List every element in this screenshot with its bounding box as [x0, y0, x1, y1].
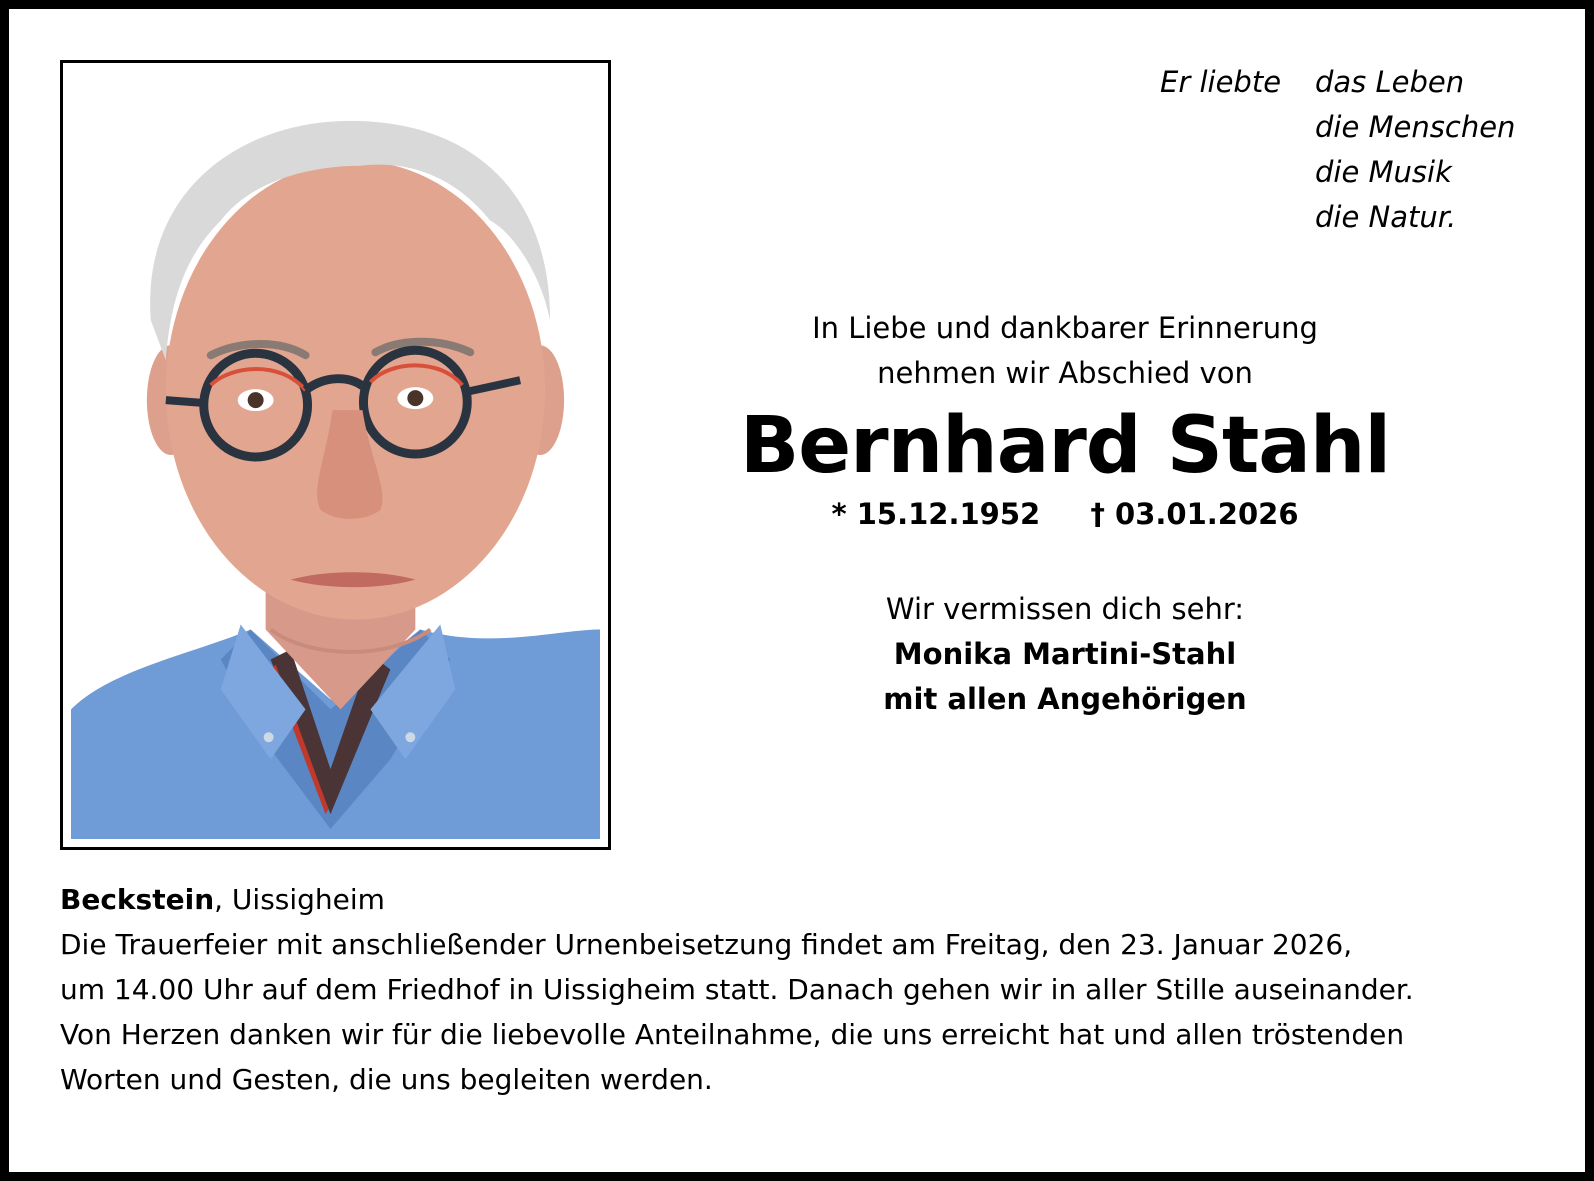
intro-line-2: nehmen wir Abschied von [877, 356, 1253, 390]
intro-line-1: In Liebe und dankbarer Erinnerung [812, 311, 1318, 345]
verse-lead: Er liebte [1160, 65, 1282, 99]
verse-lines [1315, 60, 1515, 240]
birth-date: 15.12.1952 [856, 497, 1041, 531]
verse-line: die Menschen [1315, 110, 1516, 144]
announcement-block [700, 306, 1430, 722]
details-line: Die Trauerfeier mit anschließender Urnenbeisetzung findet am Freitag, den 23. Januar 2026, [60, 928, 1353, 961]
place-rest: , Uissigheim [214, 883, 385, 916]
verse-line: die Musik [1315, 155, 1452, 189]
funeral-details [60, 877, 1540, 1102]
cross-icon: † [1090, 497, 1105, 531]
verse-line: das Leben [1315, 65, 1465, 99]
details-line: um 14.00 Uhr auf dem Friedhof in Uissigheim statt. Danach gehen wir in aller Stille auseinander. [60, 973, 1414, 1006]
deceased-name: Bernhard Stahl [739, 401, 1391, 491]
place-bold: Beckstein [60, 883, 215, 916]
mourner-line-1: Monika Martini-Stahl [893, 637, 1237, 671]
details-line: Worten und Gesten, die uns begleiten werden. [60, 1063, 713, 1096]
birth-symbol: * [831, 497, 847, 531]
death-date: 03.01.2026 [1115, 497, 1299, 531]
portrait-image [71, 71, 600, 839]
mourners-intro: Wir vermissen dich sehr: [885, 592, 1245, 626]
place-line [60, 877, 1540, 922]
details-line: Von Herzen danken wir für die liebevolle Anteilnahme, die uns erreicht hat und allen tröstenden [60, 1018, 1405, 1051]
mourner-line-2: mit allen Angehörigen [883, 682, 1247, 716]
portrait-photo [60, 60, 611, 850]
verse-line: die Natur. [1315, 200, 1457, 234]
life-dates [700, 494, 1430, 534]
